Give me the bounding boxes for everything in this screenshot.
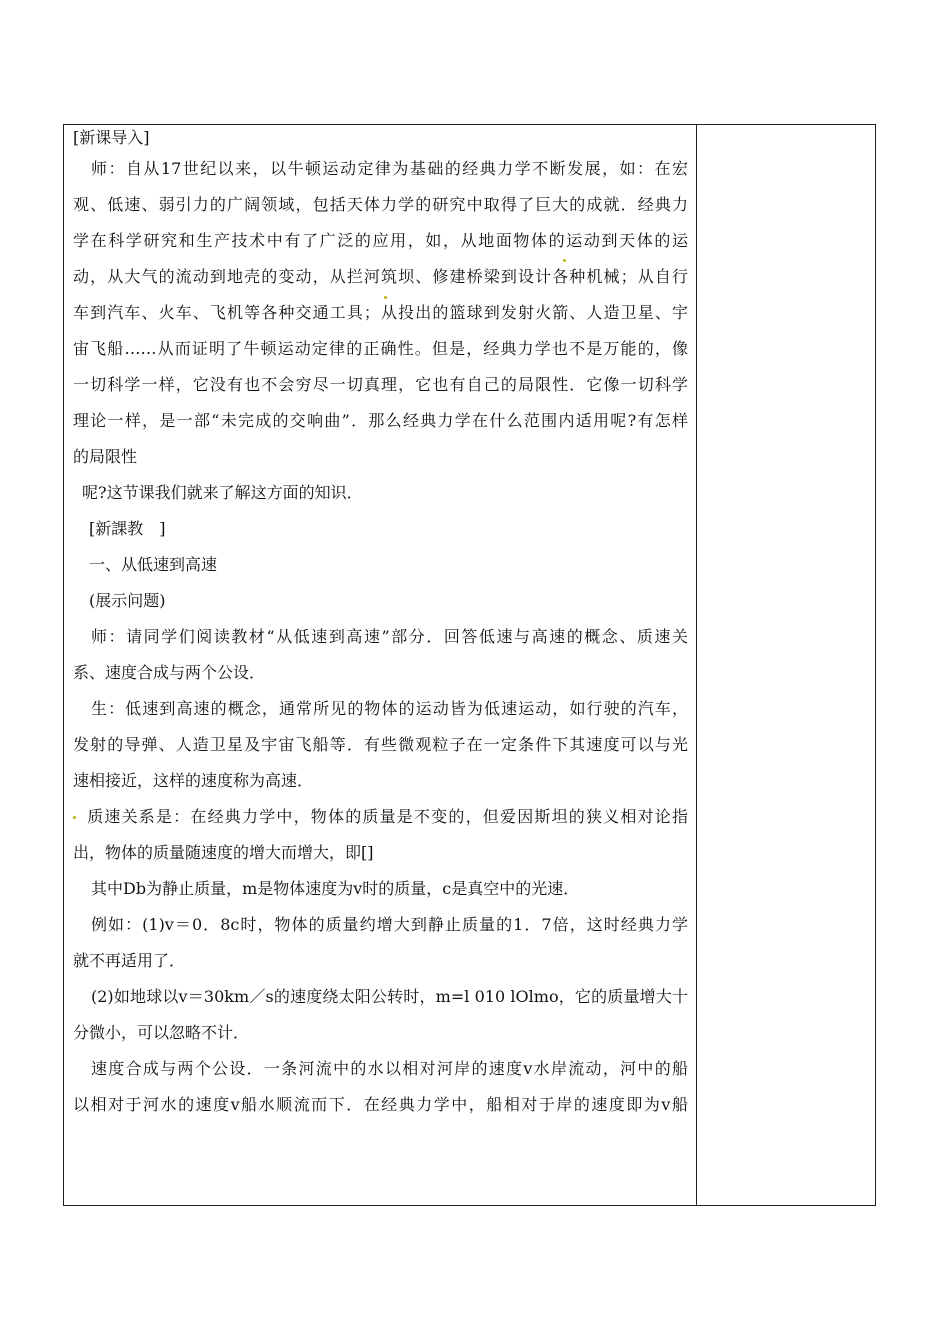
text-line: 宙飞船……从而证明了牛顿运动定律的正确性。但是，经典力学也不是万能的，像 (73, 339, 688, 358)
text-line: 的局限性 (73, 447, 138, 466)
text-line: 例如：(1)v＝0．8c时，物体的质量约增大到静止质量的1．7倍，这时经典力学 (91, 915, 688, 934)
text-line: 发射的导弹、人造卫星及宇宙飞船等．有些微观粒子在一定条件下其速度可以与光 (73, 735, 688, 754)
speck-mark (563, 259, 566, 262)
section-heading-new-lesson: [新課教 ] (89, 519, 166, 538)
speck-mark (73, 816, 76, 819)
text-line: 速度合成与两个公设．一条河流中的水以相对河岸的速度v水岸流动，河中的船 (91, 1059, 688, 1078)
text-line: 师：请同学们阅读教材“从低速到高速”部分．回答低速与高速的概念、质速关 (91, 627, 688, 646)
text-line: 车到汽车、火车、飞机等各种交通工具；从投出的篮球到发射火箭、人造卫星、宇 (73, 303, 688, 322)
notes-cell (697, 125, 875, 1205)
text-line-mass-velocity: 质速关系是：在经典力学中，物体的质量是不变的，但爱因斯坦的狭义相对论指 (73, 799, 688, 835)
text-line: 呢?这节课我们就来了解这方面的知识． (82, 483, 363, 502)
subsection-heading: 一、从低速到高速 (89, 555, 218, 574)
text-line: 理论一样，是一部“未完成的交响曲”．那么经典力学在什么范围内适用呢?有怎样 (73, 411, 688, 430)
text-line: 一切科学一样，它没有也不会穷尽一切真理，它也有自己的局限性．它像一切科学 (73, 375, 688, 394)
section-heading-new-lesson-intro: [新课导入] (73, 128, 150, 147)
text-line: 出，物体的质量随速度的增大而增大，即[] (73, 843, 374, 862)
text-line: 分微小，可以忽略不计． (73, 1023, 250, 1042)
text-line: 以相对于河水的速度v船水顺流而下．在经典力学中，船相对于岸的速度即为v船 (73, 1095, 688, 1114)
text-line: 速相接近，这样的速度称为高速． (73, 771, 314, 790)
lesson-table (63, 124, 876, 1206)
text-line: 生：低速到高速的概念，通常所见的物体的运动皆为低速运动，如行驶的汽车， (91, 699, 688, 718)
text-line: 就不再适用了． (73, 951, 186, 970)
text-line: 其中Db为静止质量，m是物体速度为v时的质量，c是真空中的光速． (91, 879, 580, 898)
speck-mark (384, 296, 387, 299)
text-line: 师：自从17世纪以来，以牛顿运动定律为基础的经典力学不断发展，如：在宏 (91, 159, 688, 178)
text-line: 观、低速、弱引力的广阔领域，包括天体力学的研究中取得了巨大的成就．经典力 (73, 195, 688, 214)
text-line: 学在科学研究和生产技术中有了广泛的应用，如，从地面物体的运动到天体的运 (73, 231, 688, 250)
text-line: (展示问题) (89, 591, 166, 610)
text-line: (2)如地球以v＝30km／s的速度绕太阳公转时，m=l 010 lOlmo，它的质量增大十 (91, 987, 688, 1006)
lesson-content-cell (64, 125, 696, 1205)
text-line: 动，从大气的流动到地壳的变动，从拦河筑坝、修建桥梁到设计各种机械；从自行 (73, 267, 688, 286)
text-line: 系、速度合成与两个公设． (73, 663, 266, 682)
